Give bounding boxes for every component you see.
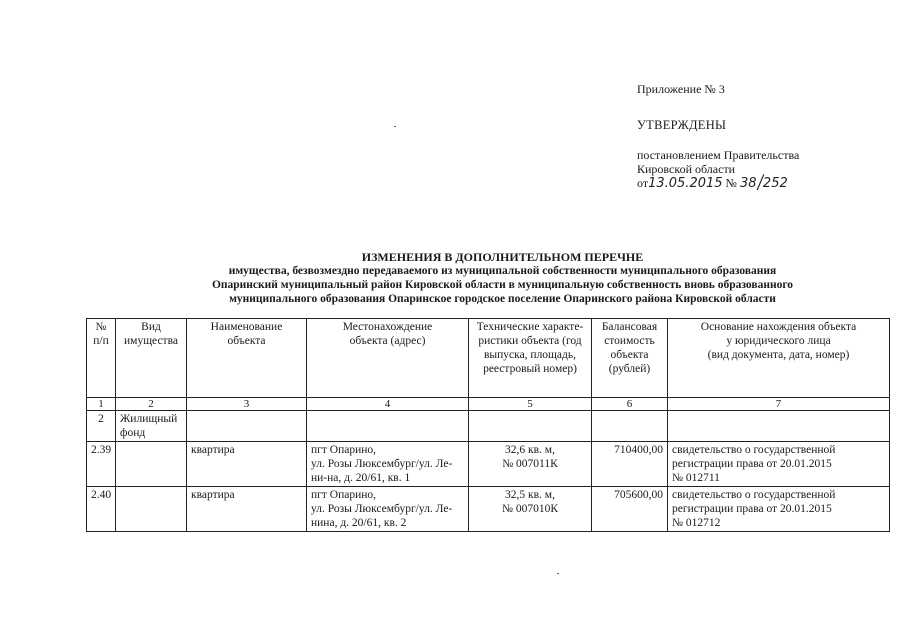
handwritten-date: 13.05.2015 (648, 176, 723, 191)
decree-date-line (637, 170, 799, 196)
row-num: 2.40 (87, 487, 116, 532)
row-name: квартира (187, 442, 307, 487)
from-label: от (637, 176, 649, 190)
handwritten-number-part-2: 252 (762, 176, 788, 191)
table-row (87, 487, 890, 532)
empty-cell (469, 411, 592, 442)
column-number: 4 (307, 398, 469, 411)
row-address: пгт Опарино, ул. Розы Люксембург/ул. Ле- нина, д. 20/61, кв. 2 (307, 487, 469, 532)
table-row (87, 442, 890, 487)
column-number: 7 (668, 398, 890, 411)
empty-cell (307, 411, 469, 442)
section-num: 2 (87, 411, 116, 442)
property-table (86, 318, 890, 532)
appendix-label: Приложение № 3 (637, 82, 725, 96)
handwritten-number-part-1: 38 (739, 176, 757, 191)
column-number: 1 (87, 398, 116, 411)
table-header-row (87, 319, 890, 398)
row-basis: свидетельство о государственной регистрации права от 20.01.2015 № 012711 (668, 442, 890, 487)
empty-cell (668, 411, 890, 442)
column-number: 5 (469, 398, 592, 411)
row-address: пгт Опарино, ул. Розы Люксембург/ул. Ле- ни-на, д. 20/61, кв. 1 (307, 442, 469, 487)
title-line-4: муниципального образования Опаринское городское поселение Опаринского района Кировской области (229, 293, 776, 305)
row-value: 705600,00 (592, 487, 668, 532)
header-num: № п/п (87, 319, 116, 398)
row-tech: 32,5 кв. м, № 007010К (469, 487, 592, 532)
row-type (116, 442, 187, 487)
column-number: 3 (187, 398, 307, 411)
row-tech: 32,6 кв. м, № 007011К (469, 442, 592, 487)
header-basis: Основание нахождения объекта у юридического лица (вид документа, дата, номер) (668, 319, 890, 398)
decree-block (637, 148, 800, 196)
row-basis: свидетельство о государственной регистрации права от 20.01.2015 № 012712 (668, 487, 890, 532)
empty-cell (592, 411, 668, 442)
header-tech: Технические характе- ристики объекта (год выпуска, площадь, реестровый номер) (469, 319, 592, 398)
approved-label: УТВЕРЖДЕНЫ (637, 118, 727, 132)
column-number: 6 (592, 398, 668, 411)
row-value: 710400,00 (592, 442, 668, 487)
column-number-row (87, 398, 890, 411)
header-type: Вид имущества (116, 319, 187, 398)
header-value: Балансовая стоимость объекта (рублей) (592, 319, 668, 398)
scan-speck (557, 573, 559, 574)
header-address: Местонахождение объекта (адрес) (307, 319, 469, 398)
empty-cell (187, 411, 307, 442)
section-row (87, 411, 890, 442)
section-type: Жилищный фонд (116, 411, 187, 442)
document-title: ИЗМЕНЕНИЯ В ДОПОЛНИТЕЛЬНОМ ПЕРЕЧНЕ (361, 250, 644, 264)
header-name: Наименование объекта (187, 319, 307, 398)
row-name: квартира (187, 487, 307, 532)
title-line-2: имущества, безвозмездно передаваемого из муниципальной собственности муниципального образования (228, 265, 777, 277)
number-label: № (725, 176, 737, 190)
column-number: 2 (116, 398, 187, 411)
row-num: 2.39 (87, 442, 116, 487)
decree-line-2: Кировской области (637, 162, 736, 176)
scan-speck (394, 126, 396, 127)
slash-mark: / (756, 170, 764, 196)
title-line-3: Опаринский муниципальный район Кировской области в муниципальную собственность вновь образованного (211, 279, 794, 291)
row-type (116, 487, 187, 532)
decree-line-1: постановлением Правительства (637, 148, 800, 162)
